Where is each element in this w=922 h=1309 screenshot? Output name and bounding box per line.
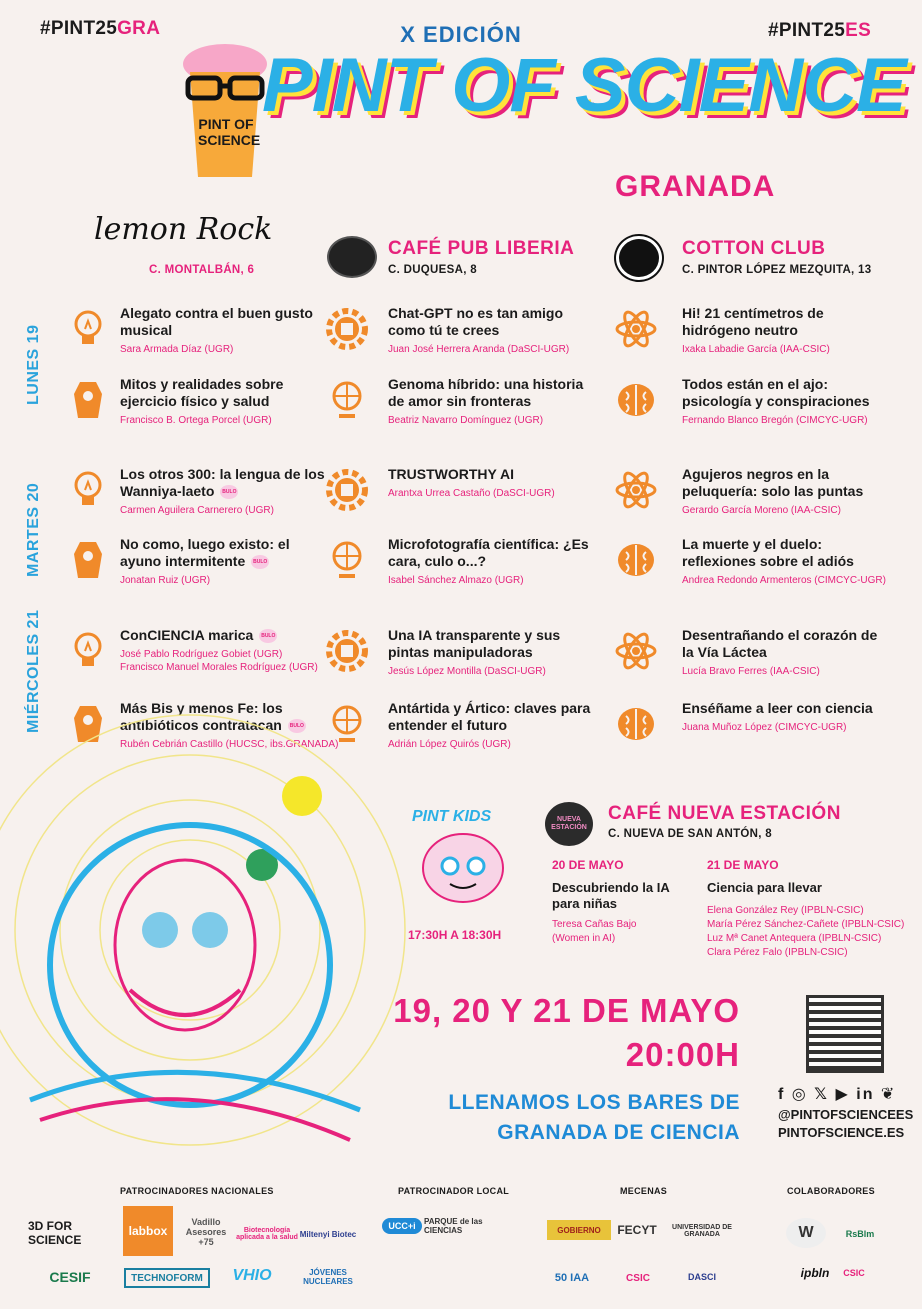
event-title-text: Antártida y Ártico: claves para entender el futuro [388, 700, 591, 733]
kids-day2-speakers: Elena González Rey (IPBLN-CSIC) María Pérez Sánchez-Cañete (IPBLN-CSIC) Luz Mª Canet Antequera (IPBLN-CSIC) Clara Pérez Falo (IPBLN-CSIC) [707, 905, 905, 958]
sponsor-cesif[interactable]: CESIF [49, 1269, 91, 1285]
bulo-badge: BULO [288, 719, 306, 733]
body-icon [66, 378, 110, 422]
event-speakers: Sara Armada Díaz (UGR) [120, 344, 234, 355]
social-handle[interactable]: @PINTOFSCIENCEES [778, 1107, 914, 1122]
event-title-text: Chat-GPT no es tan amigo como tú te crees [388, 305, 564, 338]
brain-icon [614, 378, 658, 422]
event-title-text: Microfotografía científica: ¿Es cara, culo o...? [388, 536, 589, 569]
kids-day1 [552, 858, 697, 946]
sponsor-vadillo[interactable]: Vadillo Asesores +75 [185, 1217, 227, 1247]
event-item [682, 536, 912, 587]
event-speakers: Lucía Bravo Ferres (IAA-CSIC) [682, 666, 820, 677]
lightbulb-icon [66, 629, 110, 673]
kids-day2 [707, 858, 917, 960]
patrons-heading: MECENAS [620, 1186, 668, 1196]
event-title-text: Todos están en el ajo: psicología y conspiraciones [682, 376, 870, 409]
event-item [682, 627, 912, 678]
event-title [388, 305, 598, 339]
event-item [120, 305, 350, 356]
pint-kids-logo [408, 808, 518, 918]
national-sponsors-heading: PATROCINADORES NACIONALES [120, 1186, 274, 1196]
event-title-text: Genoma híbrido: una historia de amor sin fronteras [388, 376, 584, 409]
event-item [388, 700, 618, 751]
event-speakers: Jonatan Ruiz (UGR) [120, 575, 211, 586]
sponsor-miltenyi[interactable]: Miltenyi Biotec [299, 1229, 357, 1239]
patron-dasci[interactable]: DASCI [687, 1272, 716, 1282]
event-item [682, 376, 912, 427]
sponsor-technoform[interactable]: TECHNOFORM [124, 1268, 210, 1288]
sponsor-ucci[interactable]: UCC+i [382, 1218, 422, 1234]
venue-cotton-name: COTTON CLUB [682, 238, 826, 259]
event-item [388, 536, 618, 587]
atom-icon [614, 307, 658, 351]
sponsor-jovenes-nucleares[interactable]: JÓVENES NUCLEARES [303, 1268, 353, 1286]
event-speakers: Rubén Cebrián Castillo (HUCSC, ibs.GRANADA) [120, 739, 339, 750]
venue-lemon-rock-logo: lemon Rock [94, 212, 273, 247]
kids-day2-title: Ciencia para llevar [707, 880, 822, 895]
atom-icon [614, 468, 658, 512]
globe-icon [325, 378, 369, 422]
collab-ipbln[interactable]: ipbln [800, 1266, 830, 1280]
event-title [388, 536, 598, 570]
atom-icon [614, 629, 658, 673]
body-icon [66, 538, 110, 582]
city-title: GRANADA [615, 170, 776, 203]
event-title-text: Más Bis y menos Fe: los antibióticos contratacan [120, 700, 283, 733]
slogan-line1: LLENAMOS LOS BARES DE [448, 1091, 740, 1114]
event-item [120, 627, 350, 674]
event-speakers: Gerardo García Moreno (IAA-CSIC) [682, 505, 841, 516]
gear-chip-icon [325, 629, 369, 673]
event-speakers: Francisco B. Ortega Porcel (UGR) [120, 415, 272, 426]
event-item [682, 700, 912, 734]
kids-day2-date: 21 DE MAYO [707, 858, 779, 872]
social-icons[interactable]: f ◎ 𝕏 ▶ in ❦ [778, 1086, 897, 1103]
venue-cotton-logo [616, 236, 662, 280]
event-item [682, 466, 912, 517]
event-title-text: Hi! 21 centímetros de hidrógeno neutro [682, 305, 824, 338]
gear-chip-icon [325, 468, 369, 512]
venue-lemon-rock-address: C. MONTALBÁN, 6 [149, 264, 255, 276]
day-label-wednesday: MIÉRCOLES 21 [25, 609, 42, 733]
venue-cotton-address: C. PINTOR LÓPEZ MEZQUITA, 13 [682, 264, 872, 276]
patron-fecyt[interactable]: FECYT [617, 1223, 657, 1237]
event-title [120, 376, 330, 410]
patron-csic[interactable]: CSIC [626, 1272, 650, 1284]
bulo-badge: BULO [251, 555, 269, 569]
kids-day1-speakers: Teresa Cañas Bajo (Women in AI) [552, 919, 637, 944]
sponsor-parque-ciencias[interactable]: PARQUE de las CIENCIAS [424, 1217, 483, 1235]
collaborators-heading: COLABORADORES [787, 1186, 875, 1196]
event-title-text: Mitos y realidades sobre ejercicio físico y salud [120, 376, 284, 409]
bulo-badge: BULO [259, 629, 277, 643]
kids-time: 17:30H A 18:30H [408, 928, 502, 942]
event-title-text: TRUSTWORTHY AI [388, 466, 514, 482]
venue-nueva-estacion-logo-text: NUEVA ESTACIÓN [551, 816, 587, 831]
collab-csic[interactable]: CSIC [843, 1268, 865, 1278]
event-speakers: José Pablo Rodríguez Gobiet (UGR) Francisco Manuel Morales Rodríguez (UGR) [120, 649, 318, 673]
event-item [388, 627, 618, 678]
event-title [120, 466, 330, 500]
event-title [120, 627, 330, 644]
patron-ugr[interactable]: UNIVERSIDAD DE GRANADA [672, 1224, 732, 1238]
slogan-line2: GRANADA DE CIENCIA [497, 1121, 740, 1144]
event-item [120, 536, 350, 587]
venue-nueva-estacion-logo [545, 802, 593, 846]
kids-day1-title: Descubriendo la IA para niñas [552, 880, 670, 911]
event-speakers: Fernando Blanco Bregón (CIMCYC-UGR) [682, 415, 868, 426]
collab-rsblm[interactable]: RsBlm [845, 1229, 875, 1239]
kids-day1-date: 20 DE MAYO [552, 858, 624, 872]
event-item [388, 376, 618, 427]
patron-iaa[interactable]: 50 IAA [554, 1272, 590, 1284]
hashtag-left: #PINT25GRA [40, 18, 161, 39]
day-label-monday: LUNES 19 [25, 324, 42, 405]
event-title [682, 466, 892, 500]
patron-gobierno[interactable]: GOBIERNO [547, 1220, 611, 1240]
event-item [120, 466, 350, 517]
event-title [388, 376, 598, 410]
event-speakers: Ixaka Labadie García (IAA-CSIC) [682, 344, 830, 355]
event-title-text: Una IA transparente y sus pintas manipuladoras [388, 627, 561, 660]
hashtag-right: #PINT25ES [768, 20, 872, 41]
event-speakers: Beatriz Navarro Domínguez (UGR) [388, 415, 544, 426]
event-title-text: Enséñame a leer con ciencia [682, 700, 873, 716]
local-sponsor-heading: PATROCINADOR LOCAL [398, 1186, 510, 1196]
event-speakers: Juana Muñoz López (CIMCYC-UGR) [682, 722, 847, 733]
event-title-text: ConCIENCIA marica [120, 627, 254, 643]
event-speakers: Isabel Sánchez Almazo (UGR) [388, 575, 524, 586]
event-item [388, 466, 618, 500]
brain-icon [614, 702, 658, 746]
glass-logo-text: PINT OF SCIENCE [198, 116, 261, 148]
event-speakers: Andrea Redondo Armenteros (CIMCYC-UGR) [682, 575, 886, 586]
event-title-text: La muerte y el duelo: reflexiones sobre el adiós [682, 536, 854, 569]
event-speakers: Juan José Herrera Aranda (DaSCI-UGR) [388, 344, 570, 355]
event-title [120, 305, 330, 339]
lightbulb-icon [66, 307, 110, 351]
sponsor-3d-for-science[interactable]: 3D FOR SCIENCE [28, 1219, 82, 1247]
event-speakers: Arantxa Urrea Castaño (DaSCI-UGR) [388, 488, 555, 499]
event-title [682, 305, 892, 339]
venue-liberia-logo [327, 236, 377, 278]
lightbulb-icon [66, 468, 110, 512]
event-title [682, 536, 892, 570]
pint-glass-logo [180, 42, 270, 182]
event-item [388, 305, 618, 356]
day-label-tuesday: MARTES 20 [25, 482, 42, 577]
edition-label: X EDICIÓN [400, 22, 522, 47]
event-title [682, 627, 892, 661]
event-title [388, 466, 598, 483]
event-title [388, 627, 598, 661]
globe-icon [325, 538, 369, 582]
event-title [682, 700, 892, 717]
event-title-text: Los otros 300: la lengua de los Wanniya-laeto [120, 466, 325, 499]
sponsor-vhio[interactable]: VHIO [232, 1267, 272, 1284]
event-speakers: Adrián López Quirós (UGR) [388, 739, 511, 750]
event-title [120, 536, 330, 570]
pint-kids-text: PINT KIDS [412, 808, 492, 825]
event-item [120, 376, 350, 427]
qr-code[interactable] [806, 995, 884, 1073]
poster-title: PINT OF SCIENCE [262, 43, 906, 128]
kids-venue-name: CAFÉ NUEVA ESTACIÓN [608, 803, 841, 824]
brain-icon [614, 538, 658, 582]
collab-w[interactable]: W [786, 1218, 826, 1248]
astronaut-illustration [0, 680, 420, 1160]
website-link[interactable]: PINTOFSCIENCE.ES [778, 1125, 905, 1140]
event-item [682, 305, 912, 356]
event-speakers: Jesús López Montilla (DaSCI-UGR) [388, 666, 546, 677]
gear-chip-icon [325, 307, 369, 351]
sponsor-biotecnologia[interactable]: Biotecnología aplicada a la salud [236, 1227, 298, 1241]
event-title-text: Agujeros negros en la peluquería: solo las puntas [682, 466, 864, 499]
event-dates: 19, 20 Y 21 DE MAYO [393, 992, 740, 1029]
event-title-text: No como, luego existo: el ayuno intermitente [120, 536, 290, 569]
sponsor-labbox[interactable]: labbox [123, 1206, 173, 1256]
event-speakers: Carmen Aguilera Carnerero (UGR) [120, 505, 274, 516]
venue-liberia-name: CAFÉ PUB LIBERIA [388, 238, 575, 259]
event-title [682, 376, 892, 410]
kids-venue-address: C. NUEVA DE SAN ANTÓN, 8 [608, 828, 772, 840]
bulo-badge: BULO [220, 485, 238, 499]
event-title-text: Alegato contra el buen gusto musical [120, 305, 313, 338]
event-title-text: Desentrañando el corazón de la Vía Láctea [682, 627, 878, 660]
event-time: 20:00H [625, 1036, 740, 1073]
venue-liberia-address: C. DUQUESA, 8 [388, 264, 477, 276]
